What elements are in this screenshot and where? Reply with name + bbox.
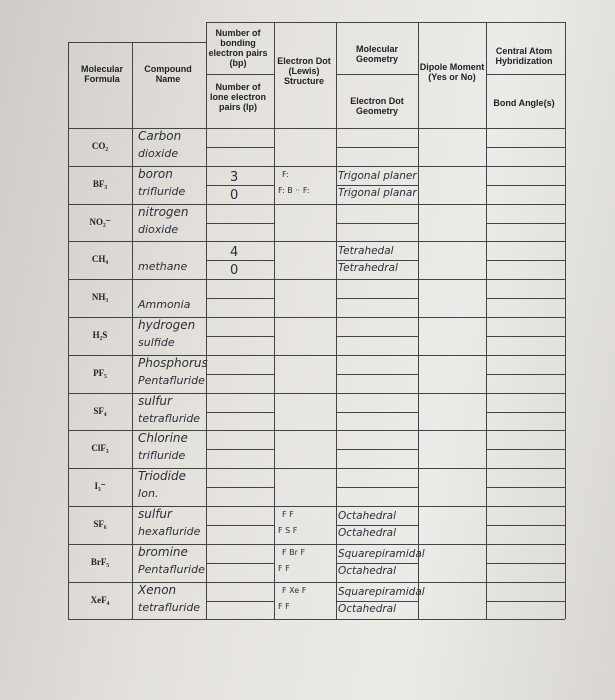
compound-name-line1: sulfur [138,507,172,521]
lone-pairs-value: 0 [230,263,239,279]
lewis-structure-line1: F F [282,510,294,519]
row-split-line [206,487,274,488]
row-split-line [206,260,274,261]
row-split-line [206,563,274,564]
molecular-formula: SF₄ [93,405,107,416]
molecular-formula: XeF₄ [90,594,110,605]
lone-pairs-value: 0 [230,187,239,203]
compound-name-line1: sulfur [138,393,172,408]
compound-name-line1: Phosphorus [138,355,208,370]
lewis-structure-line1: F Xe F [282,585,307,595]
row-split-line [206,185,274,186]
header-split-line [486,74,565,75]
molecular-geometry-value: Octahedral [338,510,397,522]
molecular-geometry-value: Tetrahedal [338,245,394,258]
compound-name-line2: trifluride [138,184,186,198]
row-split-line [336,185,418,186]
compound-name-line2: hexafluride [138,524,201,538]
row-split-line [486,260,565,261]
compound-name-line1: bromine [138,544,188,559]
molecular-formula: ClF₃ [91,443,109,454]
compound-name-line1: Chlorine [138,431,188,446]
header-dipole-moment: Dipole Moment (Yes or No) [419,62,485,82]
row-split-line [336,223,418,224]
electron-dot-geometry-value: Octahedral [338,526,397,539]
row-split-line [486,563,565,564]
lewis-structure-line1: F Br F [282,547,306,557]
compound-name-line1: Xenon [138,582,177,597]
electron-dot-geometry-value: Octahedral [338,602,397,615]
molecular-formula: SF₆ [93,518,107,529]
row-split-line [486,412,565,413]
header-molecular-geometry: Molecular Geometry [355,44,399,64]
header-molecular-formula: Molecular Formula [80,64,123,84]
header-bond-angles: Bond Angle(s) [493,98,555,108]
compound-name-line2: Ammonia [138,298,191,312]
row-split-line [336,298,418,299]
header-lone-pairs: Number of lone electron pairs (lp) [209,82,266,112]
compound-name-line1: hydrogen [138,318,196,332]
header-bonding-pairs: Number of bonding electron pairs (bp) [208,28,268,68]
compound-name-line2: dioxide [138,222,179,236]
column-line [486,22,487,619]
header-top-line [206,22,565,23]
lewis-structure-line2: F S F [278,525,298,535]
header-compound-name: Compound Name [144,64,192,84]
header-split-line [206,74,274,75]
row-split-line [206,374,274,375]
molecular-formula: BF₃ [92,178,108,189]
row-split-line [206,449,274,450]
bonding-pairs-value: 3 [230,169,239,185]
row-split-line [206,223,274,224]
header-top-line [68,42,206,43]
column-line [418,22,419,619]
row-split-line [206,601,274,602]
row-split-line [486,185,565,186]
row-split-line [336,525,418,526]
row-split-line [486,298,565,299]
row-split-line [206,298,274,299]
molecular-formula: I₃⁻ [94,481,106,492]
compound-name-line1: boron [138,166,173,181]
header-split-line [336,74,418,75]
lewis-structure-line2: F F [278,563,290,573]
row-split-line [206,336,274,337]
row-split-line [336,336,418,337]
molecular-formula: CO₂ [91,140,109,151]
compound-name-line1: Carbon [138,129,182,143]
worksheet-table [68,22,588,622]
compound-name-line2: tetrafluride [138,600,201,614]
row-split-line [336,260,418,261]
compound-name-line2: Ion. [138,487,159,501]
molecular-formula: CH₄ [91,254,109,265]
column-line [274,22,275,619]
row-split-line [486,147,565,148]
compound-name-line2: Pentafluride [138,373,205,387]
lewis-structure-line2: F: B ·· F: [278,185,310,195]
molecular-formula: H₂S [92,329,108,340]
molecular-geometry-value: Squarepiramidal [338,585,425,598]
row-split-line [336,147,418,148]
compound-name-line1: nitrogen [138,204,189,219]
row-split-line [336,412,418,413]
compound-name-line1: Triodide [138,469,186,484]
electron-dot-geometry-value: Octahedral [338,564,397,577]
row-split-line [486,487,565,488]
molecular-geometry-value: Trigonal planer [338,169,417,182]
column-line [206,22,207,619]
row-split-line [336,449,418,450]
column-line [565,22,566,619]
row-split-line [336,487,418,488]
row-split-line [486,374,565,375]
row-split-line [206,525,274,526]
column-line [336,22,337,619]
molecular-formula: BrF₅ [90,556,110,567]
header-central-atom-hybridization: Central Atom Hybridization [495,46,553,66]
compound-name-line2: tetrafluride [138,411,201,425]
lewis-structure-line2: F F [278,601,290,611]
header-lewis-structure: Electron Dot (Lewis) Structure [277,56,331,86]
row-split-line [206,412,274,413]
compound-name-line2: methane [138,260,188,274]
row-line [68,279,565,280]
electron-dot-geometry-value: Tetrahedral [338,262,398,275]
molecular-formula: NH₃ [91,292,109,303]
row-split-line [336,563,418,564]
row-split-line [206,147,274,148]
row-split-line [336,601,418,602]
bonding-pairs-value: 4 [230,245,239,261]
row-line [68,241,565,242]
row-split-line [486,449,565,450]
compound-name-line2: trifluride [138,449,186,463]
row-split-line [486,525,565,526]
row-split-line [486,601,565,602]
row-split-line [486,223,565,224]
row-split-line [336,374,418,375]
compound-name-line2: dioxide [138,146,179,160]
molecular-geometry-value: Squarepiramidal [338,547,425,560]
compound-name-line2: sulfide [138,335,175,349]
header-electron-dot-geometry: Electron Dot Geometry [350,96,404,116]
molecular-formula: PF₅ [93,367,107,378]
electron-dot-geometry-value: Trigonal planar [338,186,417,199]
row-split-line [486,336,565,337]
compound-name-line2: Pentafluride [138,562,205,576]
molecular-formula: NO₂⁻ [89,216,111,227]
lewis-structure-line1: F: [282,169,289,179]
row-line [68,619,565,620]
